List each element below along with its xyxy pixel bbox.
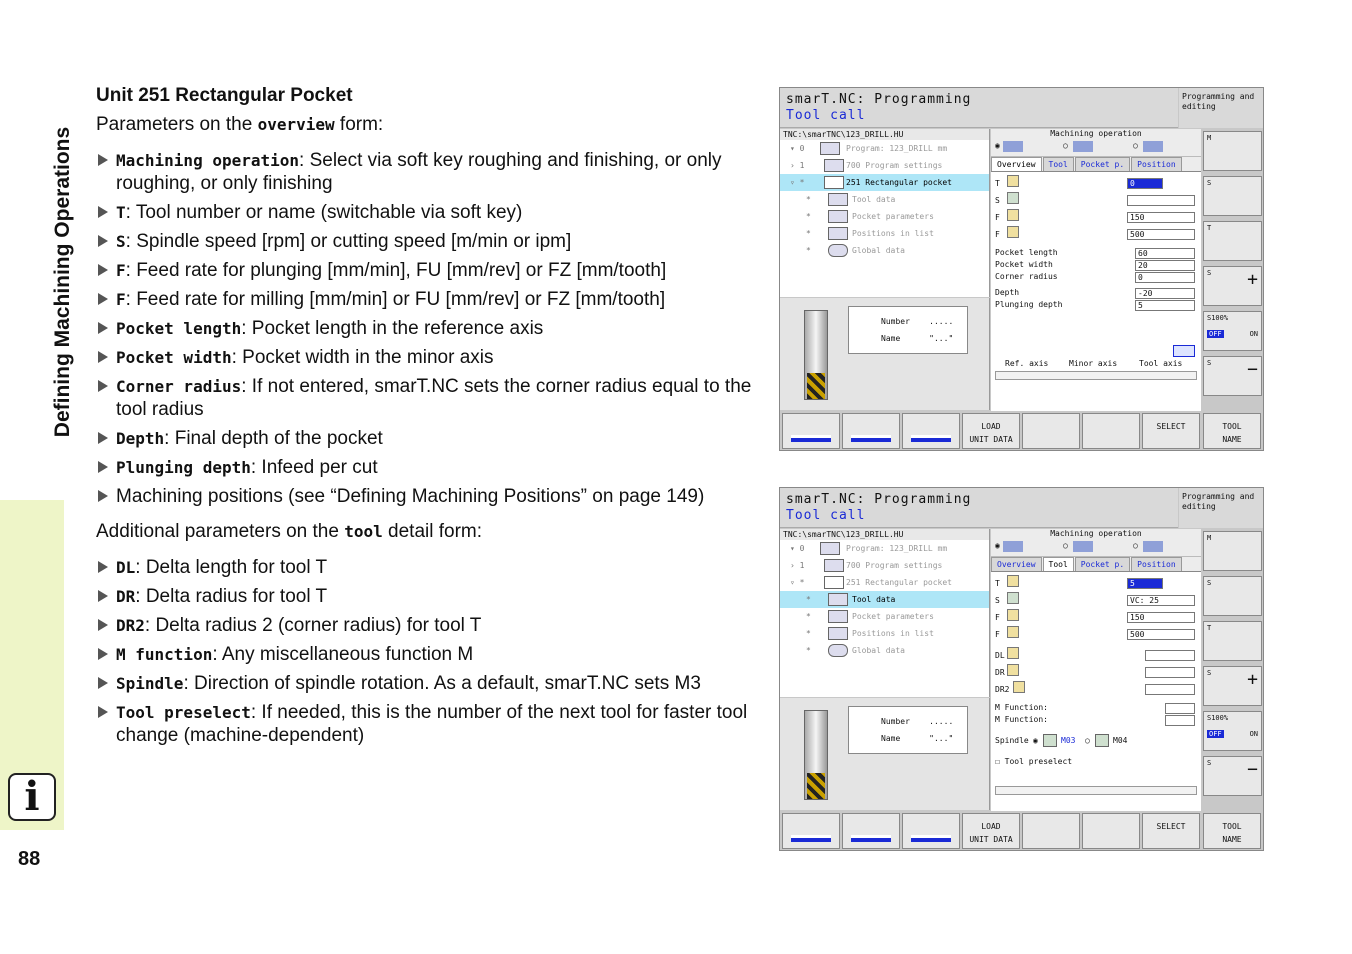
radio-roughing[interactable]: ○ — [1063, 541, 1068, 550]
page-number: 88 — [18, 848, 41, 870]
mill-feed-input[interactable]: 500 — [1127, 629, 1195, 640]
cw-spindle-icon — [1043, 734, 1057, 747]
plus-icon: + — [1247, 269, 1258, 290]
field-row-m1: M Function: — [991, 702, 1201, 714]
tool-preview — [780, 698, 990, 810]
body-text — [96, 84, 756, 759]
tool-form — [991, 529, 1201, 811]
rough-icon — [1073, 541, 1093, 552]
softkey-s[interactable]: S — [1203, 576, 1262, 616]
end-mill-icon — [804, 710, 828, 800]
tree-node[interactable]: › 1 700 Program settings — [790, 561, 943, 570]
preselect-checkbox[interactable]: ☐ — [995, 757, 1000, 766]
softkey-s-minus[interactable]: S − — [1203, 756, 1262, 796]
tool-info-box: Number ..... Name "..." — [848, 706, 968, 754]
plunging-depth-input[interactable]: 5 — [1135, 300, 1195, 311]
softkey-s-plus[interactable]: S + — [1203, 666, 1262, 706]
pocket-icon — [824, 176, 844, 189]
dr-icon — [1007, 664, 1019, 676]
field-row-t: T 0 — [991, 175, 1201, 192]
list-item: T: Tool number or name (switchable via soft key) — [96, 201, 756, 224]
softkey-s-plus[interactable]: S + — [1203, 266, 1262, 306]
rough-finish-icon — [1003, 541, 1023, 552]
rough-icon — [851, 428, 891, 442]
softkey-m[interactable]: M — [1203, 531, 1262, 571]
dr2-input[interactable] — [1145, 684, 1195, 695]
tab-overview[interactable]: Overview — [991, 157, 1042, 171]
softkey-select[interactable]: SELECT — [1142, 813, 1200, 849]
tab-pocket[interactable]: Pocket p. — [1075, 557, 1130, 571]
vertical-softkeys — [1201, 529, 1264, 811]
rough-finish-icon — [791, 828, 831, 842]
field-row-s: S — [991, 192, 1201, 209]
softkey-rough[interactable] — [842, 413, 900, 449]
field-row-spindle: Spindle ◉ M03 ○ M04 — [991, 732, 1201, 749]
screen-title: smarT.NC: Programming — [786, 492, 972, 507]
list-item: DL: Delta length for tool T — [96, 556, 756, 579]
tab-pocket[interactable]: Pocket p. — [1075, 157, 1130, 171]
radio-finishing[interactable]: ○ — [1133, 541, 1138, 550]
corner-radius-input[interactable]: 0 — [1135, 272, 1195, 283]
spindle-input[interactable] — [1127, 195, 1195, 206]
tree-node-selected[interactable]: ▿ * 251 Rectangular pocket — [780, 174, 989, 191]
tool-preview — [780, 298, 990, 410]
axis-selector[interactable] — [995, 371, 1197, 380]
positions-icon — [828, 227, 848, 240]
field-row-pocket-length: Pocket length 60 — [991, 247, 1201, 259]
file-path: TNC:\smarTNC\123_DRILL.HU — [780, 129, 989, 140]
radio-m03[interactable]: ◉ — [1033, 736, 1038, 745]
vertical-chapter-title: Defining Machining Operations — [51, 126, 74, 438]
m-function-input-2[interactable] — [1165, 715, 1195, 726]
rough-icon — [1073, 141, 1093, 152]
form-tabs — [991, 557, 1201, 572]
softkey-t[interactable]: T — [1203, 221, 1262, 261]
softkey-load-unit-data[interactable]: LOAD UNIT DATA — [962, 813, 1020, 849]
spindle-icon — [1007, 592, 1019, 604]
minus-icon: − — [1247, 359, 1258, 380]
intro-paragraph: Parameters on the overview form: — [96, 114, 384, 135]
list-item: Tool preselect: If needed, this is the number of the next tool for faster tool change (machine-dependent) — [96, 701, 756, 747]
softkey-select[interactable]: SELECT — [1142, 413, 1200, 449]
field-row-f-plunge: F 150 — [991, 609, 1201, 626]
field-row-dr2: DR2 — [991, 681, 1201, 698]
softkey-m[interactable]: M — [1203, 131, 1262, 171]
spindle-input[interactable]: VC: 25 — [1127, 595, 1195, 606]
list-item: Plunging depth: Infeed per cut — [96, 456, 756, 479]
tree-node[interactable]: * Tool data — [806, 195, 896, 204]
softkey-t[interactable]: T — [1203, 621, 1262, 661]
tool-input[interactable]: 0 — [1127, 178, 1163, 189]
softkey-empty[interactable] — [1082, 813, 1140, 849]
field-row-pocket-width: Pocket width 20 — [991, 259, 1201, 271]
field-row-s: S VC: 25 — [991, 592, 1201, 609]
field-row-f-mill: F 500 — [991, 226, 1201, 243]
form-tabs — [991, 157, 1201, 172]
globe-icon — [828, 244, 848, 257]
info-icon: i — [8, 773, 56, 821]
radio-roughing[interactable]: ○ — [1063, 141, 1068, 150]
finish-icon — [911, 428, 951, 442]
tree-node-selected[interactable]: * Tool data — [780, 591, 989, 608]
ccw-spindle-icon — [1095, 734, 1109, 747]
pocket-width-input[interactable]: 20 — [1135, 260, 1195, 271]
softkey-s-minus[interactable]: S − — [1203, 356, 1262, 396]
dr2-icon — [1013, 681, 1025, 693]
tree-node[interactable]: * Pocket parameters — [806, 612, 934, 621]
field-row-depth: Depth -20 — [991, 287, 1201, 299]
field-row-preselect: ☐ Tool preselect — [995, 757, 1073, 766]
field-row-corner-radius: Corner radius 0 — [991, 271, 1201, 283]
softkey-load-unit-data[interactable]: LOAD UNIT DATA — [962, 413, 1020, 449]
field-row-plunging-depth: Plunging depth 5 — [991, 299, 1201, 311]
screen-header — [780, 488, 1178, 528]
softkey-s[interactable]: S — [1203, 176, 1262, 216]
tab-tool[interactable]: Tool — [1043, 557, 1074, 571]
settings-icon — [824, 159, 844, 172]
field-row-m2: M Function: — [991, 714, 1201, 726]
pocket-length-input[interactable]: 60 — [1135, 248, 1195, 259]
globe-icon — [828, 644, 848, 657]
end-mill-icon — [804, 310, 828, 400]
tool-icon — [828, 193, 848, 206]
spindle-icon — [1007, 192, 1019, 204]
tree-node[interactable]: › 1 700 Program settings — [790, 161, 943, 170]
tree-node[interactable]: * Global data — [806, 646, 905, 655]
mill-feed-icon — [1007, 626, 1019, 638]
depth-input[interactable]: -20 — [1135, 288, 1195, 299]
list-item: Pocket length: Pocket length in the reference axis — [96, 317, 756, 340]
rough-finish-icon — [791, 428, 831, 442]
dr-input[interactable] — [1145, 667, 1195, 678]
list-item: Spindle: Direction of spindle rotation. As a default, smarT.NC sets M3 — [96, 672, 756, 695]
screenshot-tool-form — [779, 487, 1264, 851]
section-heading: Unit 251 Rectangular Pocket — [96, 85, 353, 106]
list-item: F: Feed rate for plunging [mm/min], FU [mm/rev] or FZ [mm/tooth] — [96, 259, 756, 282]
screen-subtitle: Tool call — [786, 508, 866, 523]
pocket-icon — [824, 576, 844, 589]
softkey-tool-name[interactable]: TOOL NAME — [1203, 413, 1261, 449]
overview-param-list — [96, 149, 756, 508]
softkey-s-override[interactable]: S100% OFF ON — [1203, 311, 1262, 351]
field-row-f-plunge: F 150 — [991, 209, 1201, 226]
axis-icon — [1173, 345, 1195, 357]
field-row-f-mill: F 500 — [991, 626, 1201, 643]
dl-icon — [1007, 647, 1019, 659]
list-item: Pocket width: Pocket width in the minor axis — [96, 346, 756, 369]
tab-tool[interactable]: Tool — [1043, 157, 1074, 171]
screen-subtitle: Tool call — [786, 108, 866, 123]
softkey-s-override[interactable]: S100% OFF ON — [1203, 711, 1262, 751]
radio-roughing-finishing[interactable]: ◉ — [995, 141, 1000, 150]
list-item: M function: Any miscellaneous function M — [96, 643, 756, 666]
finish-icon — [1143, 141, 1163, 152]
m-function-input-1[interactable] — [1165, 703, 1195, 714]
file-path: TNC:\smarTNC\123_DRILL.HU — [780, 529, 989, 540]
list-item: F: Feed rate for milling [mm/min] or FU [mm/rev] or FZ [mm/tooth] — [96, 288, 756, 311]
tree-node[interactable]: ▿ * 251 Rectangular pocket — [790, 578, 952, 587]
mode-indicator: Programming and editing — [1179, 88, 1264, 128]
softkey-finish[interactable] — [902, 813, 960, 849]
list-item: Corner radius: If not entered, smarT.NC sets the corner radius equal to the tool radius — [96, 375, 756, 421]
mode-indicator: Programming and editing — [1179, 488, 1264, 528]
softkey-rough[interactable] — [842, 813, 900, 849]
field-row-dl: DL — [991, 647, 1201, 664]
list-item: DR2: Delta radius 2 (corner radius) for tool T — [96, 614, 756, 637]
list-item: Machining operation: Select via soft key roughing and finishing, or only roughing, or only finishing — [96, 149, 756, 195]
screenshot-overview-form — [779, 87, 1264, 451]
plunge-feed-input[interactable]: 150 — [1127, 612, 1195, 623]
list-item: DR: Delta radius for tool T — [96, 585, 756, 608]
tab-position[interactable]: Position — [1131, 157, 1182, 171]
radio-finishing[interactable]: ○ — [1133, 141, 1138, 150]
list-item: Depth: Final depth of the pocket — [96, 427, 756, 450]
program-icon — [820, 542, 840, 555]
tree-node[interactable]: * Positions in list — [806, 229, 934, 238]
minus-icon: − — [1247, 759, 1258, 780]
finish-icon — [911, 828, 951, 842]
tool-param-list — [96, 556, 756, 747]
pocket-params-icon — [828, 610, 848, 623]
mill-feed-input[interactable]: 500 — [1127, 229, 1195, 240]
plunge-feed-icon — [1007, 609, 1019, 621]
tool-input[interactable]: 5 — [1127, 578, 1163, 589]
pocket-params-icon — [828, 210, 848, 223]
plunge-feed-input[interactable]: 150 — [1127, 212, 1195, 223]
tool-icon — [828, 593, 848, 606]
softkey-tool-name[interactable]: TOOL NAME — [1203, 813, 1261, 849]
positions-icon — [828, 627, 848, 640]
tree-node[interactable]: * Global data — [806, 246, 905, 255]
field-row-dr: DR — [991, 664, 1201, 681]
list-item: Machining positions (see “Defining Machining Positions” on page 149) — [96, 485, 756, 508]
finish-icon — [1143, 541, 1163, 552]
softkey-finish[interactable] — [902, 413, 960, 449]
softkey-empty[interactable] — [1022, 813, 1080, 849]
tree-node[interactable]: * Positions in list — [806, 629, 934, 638]
field-row-t: T 5 — [991, 575, 1201, 592]
tab-position[interactable]: Position — [1131, 557, 1182, 571]
tool-info-box: Number ..... Name "..." — [848, 306, 968, 354]
tool-icon — [1007, 175, 1019, 187]
program-tree[interactable] — [780, 529, 990, 697]
rough-icon — [851, 828, 891, 842]
softkey-rough-finish[interactable] — [782, 813, 840, 849]
dl-input[interactable] — [1145, 650, 1195, 661]
rough-finish-icon — [1003, 141, 1023, 152]
plus-icon: + — [1247, 669, 1258, 690]
overview-form — [991, 129, 1201, 411]
machining-operation-group: Machining operation ◉ ○ ○ — [991, 529, 1201, 557]
screen-header — [780, 88, 1178, 128]
horizontal-softkeys — [780, 811, 1264, 851]
vertical-softkeys — [1201, 129, 1264, 411]
radio-roughing-finishing[interactable]: ◉ — [995, 541, 1000, 550]
settings-icon — [824, 559, 844, 572]
intro-paragraph-2: Additional parameters on the tool detail form: — [96, 521, 483, 542]
preselect-input[interactable] — [995, 786, 1197, 795]
list-item: S: Spindle speed [rpm] or cutting speed [m/min or ipm] — [96, 230, 756, 253]
tab-overview[interactable]: Overview — [991, 557, 1042, 571]
tree-node[interactable]: * Pocket parameters — [806, 212, 934, 221]
program-icon — [820, 142, 840, 155]
mill-feed-icon — [1007, 226, 1019, 238]
softkey-rough-finish[interactable] — [782, 413, 840, 449]
horizontal-softkeys — [780, 411, 1264, 451]
machining-operation-group: Machining operation ◉ ○ ○ — [991, 129, 1201, 157]
radio-m04[interactable]: ○ — [1085, 736, 1090, 745]
tool-icon — [1007, 575, 1019, 587]
axis-labels: Ref. axis Minor axis Tool axis — [1005, 359, 1183, 368]
program-tree[interactable] — [780, 129, 990, 297]
plunge-feed-icon — [1007, 209, 1019, 221]
softkey-empty[interactable] — [1022, 413, 1080, 449]
screen-title: smarT.NC: Programming — [786, 92, 972, 107]
tree-node[interactable]: ▾ 0 Program: 123_DRILL mm — [790, 144, 948, 153]
tree-node[interactable]: ▾ 0 Program: 123_DRILL mm — [790, 544, 948, 553]
softkey-empty[interactable] — [1082, 413, 1140, 449]
